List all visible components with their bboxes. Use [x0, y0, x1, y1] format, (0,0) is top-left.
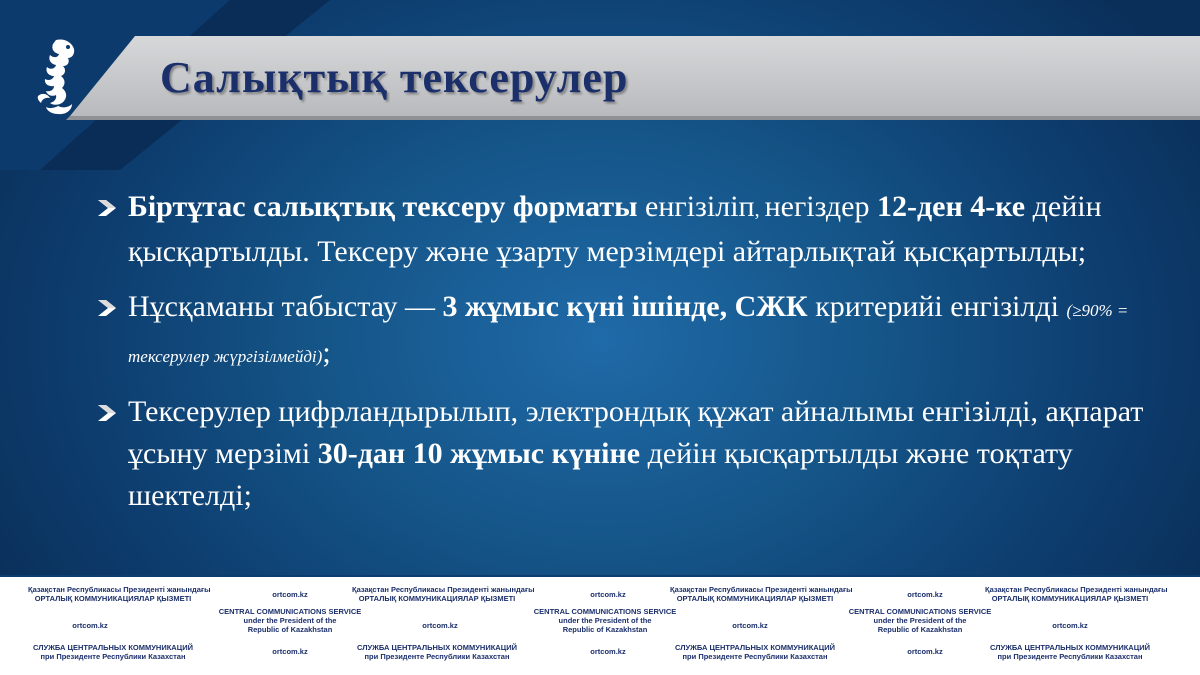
footer-site: ortcom.kz — [422, 621, 458, 630]
footer-kz-line1: Қазақстан Республикасы Президенті жанындағы — [985, 585, 1168, 594]
footer-kz-line2: ОРТАЛЫҚ КОММУНИКАЦИЯЛАР ҚЫЗМЕТІ — [991, 594, 1149, 603]
footer-kz-block — [985, 585, 1168, 603]
footer-site: ortcom.kz — [590, 590, 626, 599]
footer-en-line2: under the President of the — [558, 616, 652, 625]
footer-site: ortcom.kz — [732, 621, 768, 630]
footer-pattern — [0, 575, 1200, 675]
bullet-item-3 — [96, 391, 1166, 517]
footer-en-block — [835, 607, 1005, 634]
bullet-2-part-1: Нұсқаманы табыстау — — [128, 290, 443, 323]
footer-ru-block — [28, 643, 198, 661]
slide-title: Салықтық тексерулер — [160, 53, 629, 102]
footer-en-line3: Republic of Kazakhstan — [247, 625, 333, 634]
footer-divider — [0, 575, 1200, 577]
footer-site: ortcom.kz — [590, 647, 626, 656]
bullet-2-part-7: ; — [322, 336, 331, 369]
footer-ru-line2: при Президенте Республики Казахстан — [682, 652, 828, 661]
footer-en-line3: Republic of Kazakhstan — [562, 625, 648, 634]
footer-kz-block — [670, 585, 853, 603]
footer-site: ortcom.kz — [907, 647, 943, 656]
footer-kz-line2: ОРТАЛЫҚ КОММУНИКАЦИЯЛАР ҚЫЗМЕТІ — [34, 594, 192, 603]
footer-site: ortcom.kz — [907, 590, 943, 599]
bullet-3-part-1: Тексерулер цифрландырылып, электрондық құжат айналымы енгізілді, ақпарат ұсыну мерзімі — [128, 395, 1144, 470]
bullet-2-part-2: 3 жұмыс күні ішінде — [442, 290, 720, 323]
footer-en-block — [205, 607, 375, 634]
footer-kz-block — [28, 585, 211, 603]
footer-kz-line1: Қазақстан Республикасы Президенті жанындағы — [28, 585, 211, 594]
footer-site: ortcom.kz — [272, 647, 308, 656]
footer-ru-block — [670, 643, 840, 661]
footer-en-line1: CENTRAL COMMUNICATIONS SERVICE — [218, 607, 362, 616]
footer-site: ortcom.kz — [272, 590, 308, 599]
footer-ru-line2: при Президенте Республики Казахстан — [40, 652, 186, 661]
bullet-1-part-6: дейін қысқартылды. Тексеру және ұзарту мерзімдері айтарлықтай қысқартылды; — [128, 190, 1102, 268]
bullet-1-part-1: Біртұтас салықтық тексеру форматы — [128, 190, 638, 223]
footer-kz-line1: Қазақстан Республикасы Президенті жанындағы — [352, 585, 535, 594]
footer-kz-line2: ОРТАЛЫҚ КОММУНИКАЦИЯЛАР ҚЫЗМЕТІ — [676, 594, 834, 603]
footer-kz-line1: Қазақстан Республикасы Президенті жанындағы — [670, 585, 853, 594]
footer-en-line2: under the President of the — [873, 616, 967, 625]
bullet-1-part-3: , — [754, 199, 765, 221]
footer-kz-block — [352, 585, 535, 603]
snow-leopard-emblem-icon — [28, 36, 84, 118]
bullet-item-2 — [96, 286, 1166, 378]
arrow-bullet-icon — [96, 404, 118, 422]
arrow-bullet-icon — [96, 299, 118, 317]
bullet-1-part-5: 12-ден 4-ке — [877, 190, 1026, 223]
footer-site: ortcom.kz — [72, 621, 108, 630]
footer-ru-line1: СЛУЖБА ЦЕНТРАЛЬНЫХ КОММУНИКАЦИЙ — [989, 643, 1150, 652]
footer-site: ortcom.kz — [1052, 621, 1088, 630]
footer-ru-line1: СЛУЖБА ЦЕНТРАЛЬНЫХ КОММУНИКАЦИЙ — [674, 643, 835, 652]
footer-ru-block — [985, 643, 1155, 661]
footer-ru-line1: СЛУЖБА ЦЕНТРАЛЬНЫХ КОММУНИКАЦИЙ — [356, 643, 517, 652]
bullet-2-part-5: критерийі енгізілді — [807, 290, 1067, 323]
footer-en-line1: CENTRAL COMMUNICATIONS SERVICE — [533, 607, 677, 616]
bullet-3-part-3: дейін қысқартылды және тоқтату шектелді; — [128, 437, 1073, 512]
footer-en-line3: Republic of Kazakhstan — [877, 625, 963, 634]
footer-ru-line2: при Президенте Республики Казахстан — [997, 652, 1143, 661]
bullet-1-part-2: енгізіліп — [637, 190, 755, 223]
footer-ru-line2: при Президенте Республики Казахстан — [364, 652, 510, 661]
footer-en-block — [520, 607, 690, 634]
arrow-bullet-icon — [96, 199, 118, 217]
footer-ru-line1: СЛУЖБА ЦЕНТРАЛЬНЫХ КОММУНИКАЦИЙ — [32, 643, 193, 652]
bullet-list — [96, 186, 1166, 530]
bullet-item-1 — [96, 186, 1166, 273]
bullet-2-part-3: , — [719, 290, 735, 323]
bullet-3-part-2: 30-дан 10 жұмыс күніне — [317, 437, 641, 470]
footer-kz-line2: ОРТАЛЫҚ КОММУНИКАЦИЯЛАР ҚЫЗМЕТІ — [358, 594, 516, 603]
bullet-2-part-4: СЖК — [734, 290, 808, 323]
bullet-2-note: (≥90% = тексерулер жүргізілмейді) — [128, 301, 1129, 366]
footer-en-line2: under the President of the — [243, 616, 337, 625]
bullet-1-part-4: негіздер — [764, 190, 877, 223]
footer-ru-block — [352, 643, 522, 661]
footer-en-line1: CENTRAL COMMUNICATIONS SERVICE — [848, 607, 992, 616]
